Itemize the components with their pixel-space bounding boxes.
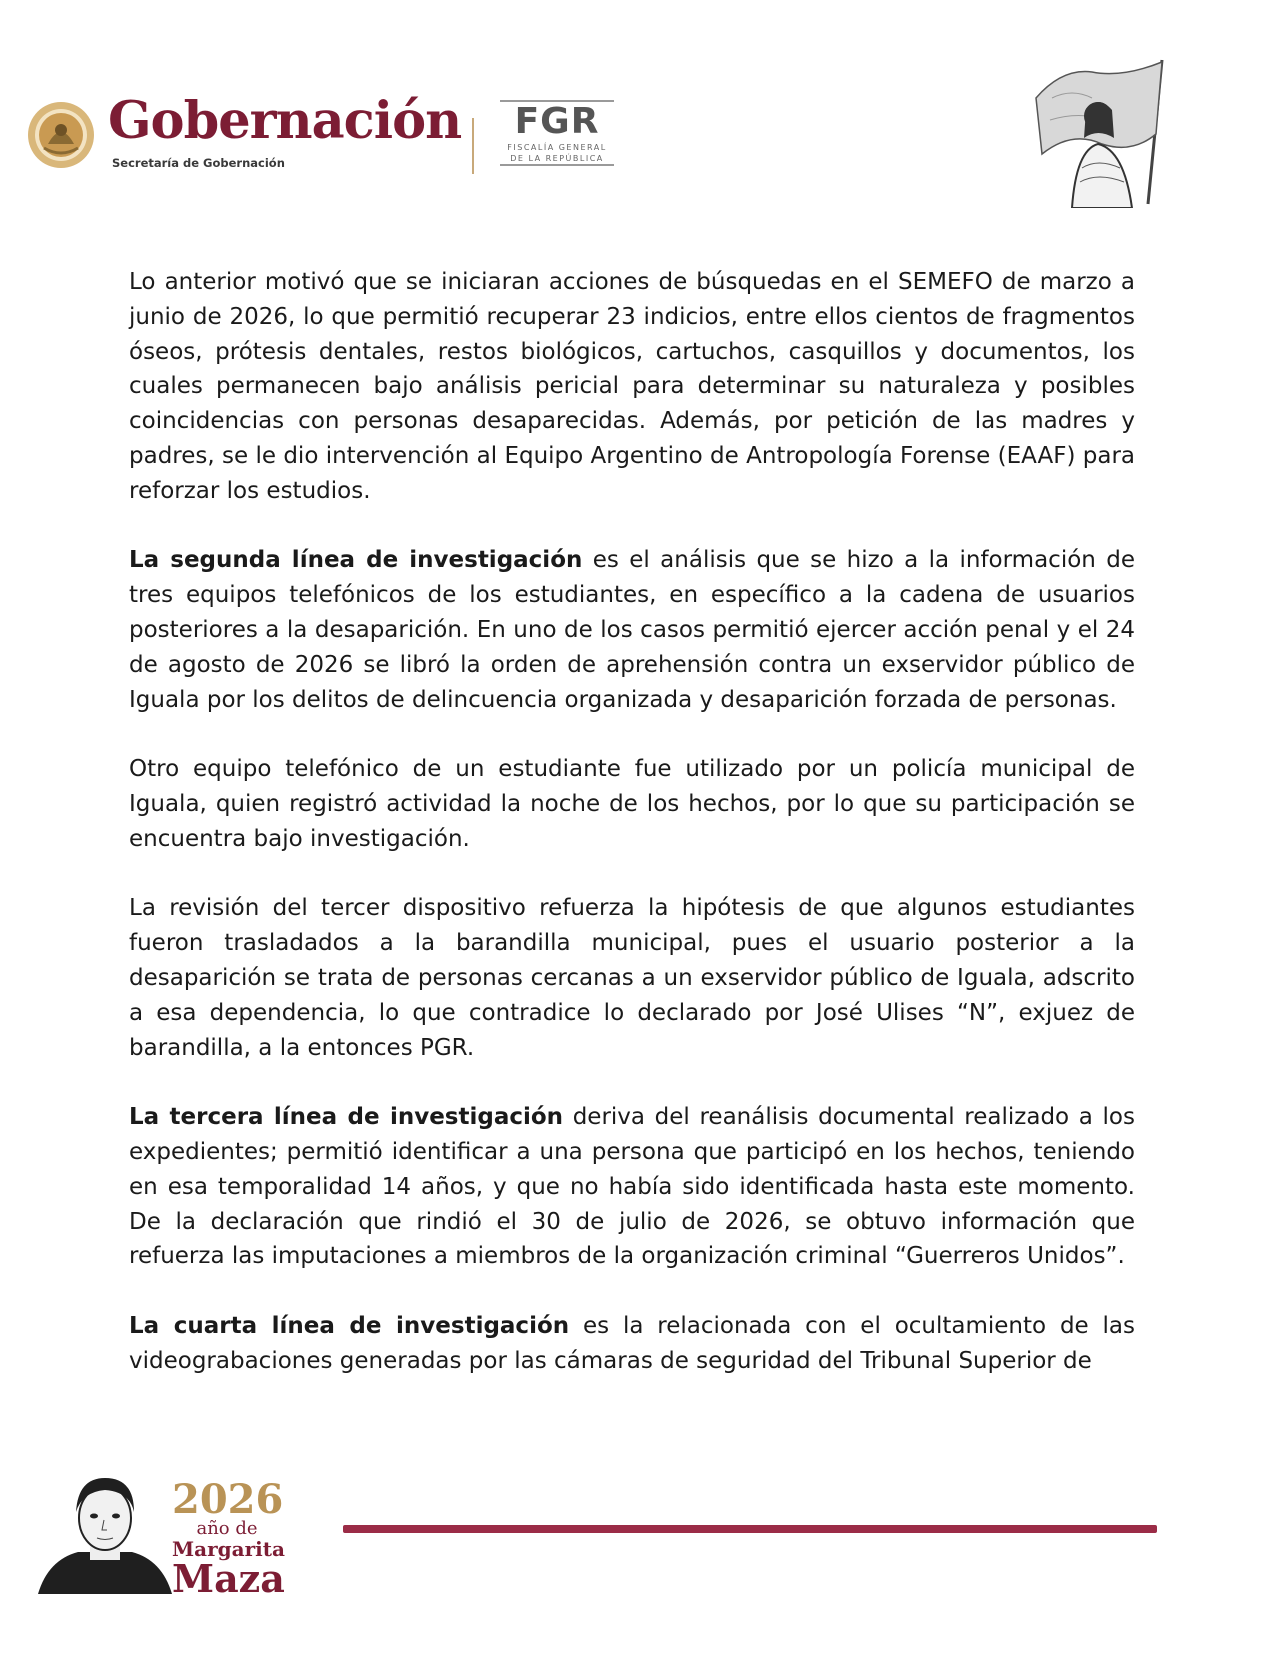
gobernacion-title: Gobernación <box>108 91 462 151</box>
paragraph-6-text: es la relacionada con el ocultamiento de las videograbaciones generadas por las cámaras de seguridad del Tribunal Superior de <box>129 1312 1135 1374</box>
paragraph-5 <box>129 1100 1135 1274</box>
paragraph-5-heading: La tercera línea de investigación <box>129 1104 564 1131</box>
header-divider <box>472 118 474 174</box>
paragraph-2-heading: La segunda línea de investigación <box>129 547 583 574</box>
paragraph-3: Otro equipo telefónico de un estudiante fue utilizado por un policía municipal de Iguala, quien registró actividad la noche de los hechos, por lo que su participación se encuentra bajo investigación. <box>129 756 1135 852</box>
fgr-subtitle-line2: DE LA REPÚBLICA <box>510 154 604 163</box>
paragraph-6-heading: La cuarta línea de investigación <box>129 1312 570 1339</box>
fgr-logo <box>500 100 614 166</box>
paragraph-2-text: es el análisis que se hizo a la información de tres equipos telefónicos de los estudiantes, en específico a la cadena de usuarios posteriores a la desaparición. En uno de los casos permitió ejercer acción penal y el 24 de agosto de 2026 se libró la orden de aprehensión contra un exservidor público de Iguala por los delitos de delincuencia organizada y desaparición forzada de personas. <box>129 547 1135 713</box>
year-caption: año de <box>196 1518 258 1539</box>
year-name-first: Margarita <box>172 1537 285 1561</box>
paragraph-4: La revisión del tercer dispositivo refuerza la hipótesis de que algunos estudiantes fueron trasladados a la barandilla municipal, pues el usuario posterior a la desaparición se trata de personas cercanas a un exservidor público de Iguala, adscrito a esa dependencia, lo que contradice lo declarado por José Ulises “N”, exjuez de barandilla, a la entonces PGR. <box>129 895 1135 1061</box>
paragraph-5-text: deriva del reanálisis documental realizado a los expedientes; permitió identificar a una persona que participó en los hechos, teniendo en esa temporalidad 14 años, y que no había sido identificada hasta este momento. De la declaración que rindió el 30 de julio de 2026, se obtuvo información que refuerza las imputaciones a miembros de la organización criminal “Guerreros Unidos”. <box>129 1104 1135 1270</box>
fgr-bottom-rule <box>500 164 614 166</box>
woman-with-flag-illustration-icon <box>1032 58 1180 208</box>
document-body <box>129 265 1135 1413</box>
margarita-maza-portrait-icon <box>38 1468 172 1594</box>
gobernacion-subtitle: Secretaría de Gobernación <box>112 156 285 170</box>
paragraph-6 <box>129 1309 1135 1379</box>
year-number: 2026 <box>172 1476 284 1523</box>
paragraph-2 <box>129 543 1135 717</box>
year-commemoration-logo <box>172 1476 285 1601</box>
paragraph-1: Lo anterior motivó que se iniciaran acciones de búsquedas en el SEMEFO de marzo a junio de 2026, lo que permitió recuperar 23 indicios, entre ellos cientos de fragmentos óseos, prótesis dentales, restos biológicos, cartuchos, casquillos y documentos, los cuales permanecen bajo análisis pericial para determinar su naturaleza y posibles coincidencias con personas desaparecidas. Además, por petición de las madres y padres, se le dio intervención al Equipo Argentino de Antropología Forense (EAAF) para reforzar los estudios. <box>129 269 1135 504</box>
fgr-acronym: FGR <box>514 101 600 142</box>
fgr-subtitle-line1: FISCALÍA GENERAL <box>507 143 607 152</box>
coat-of-arms-seal-icon <box>26 100 96 170</box>
year-name-last: Maza <box>172 1556 285 1601</box>
footer-rule <box>343 1525 1157 1533</box>
